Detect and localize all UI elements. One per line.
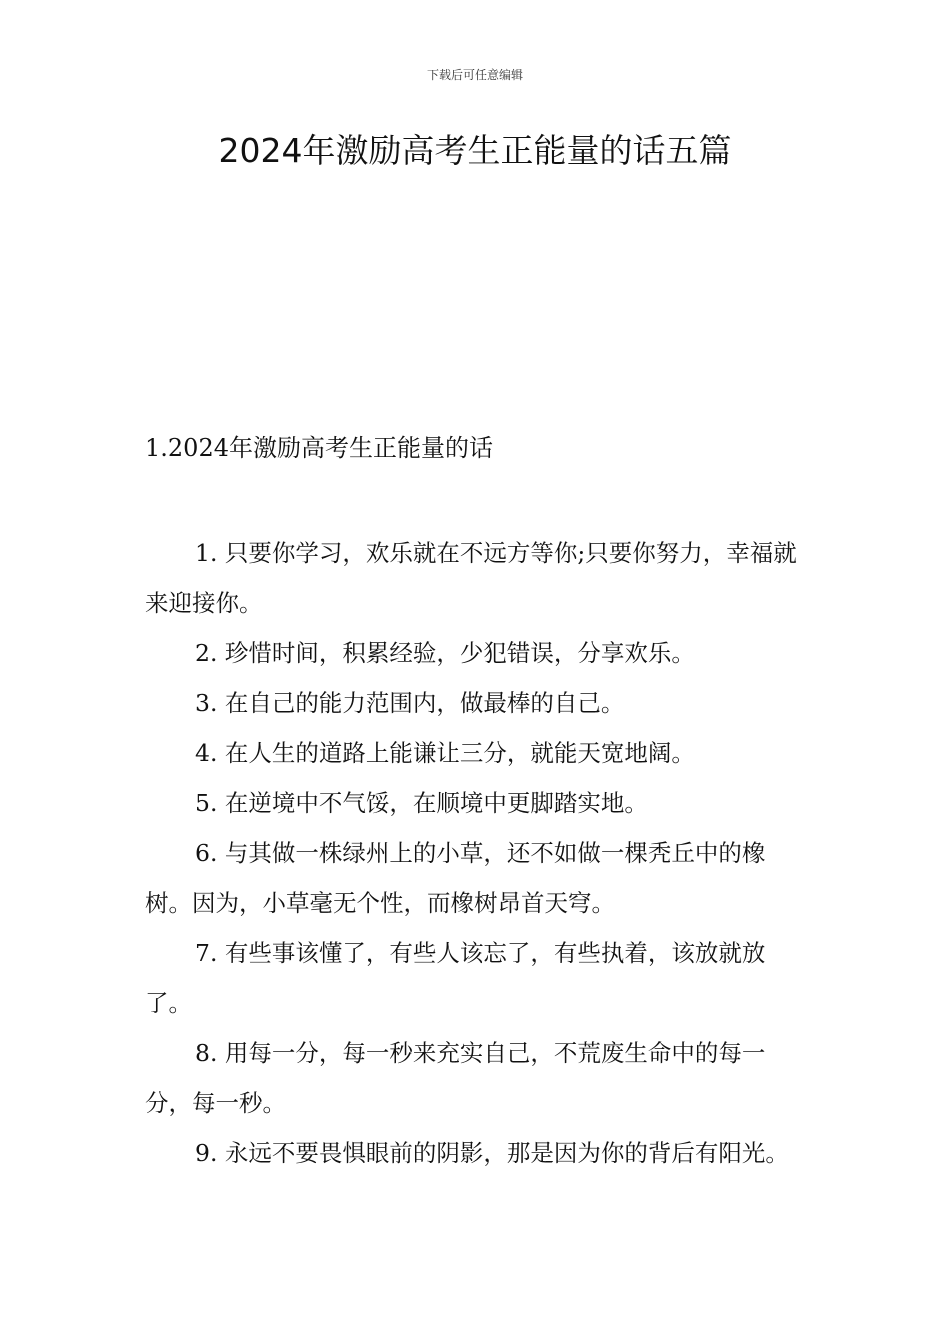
quote-paragraph-8: 8. 用每一分，每一秒来充实自己，不荒废生命中的每一分，每一秒。	[145, 1039, 766, 1117]
section-heading: 1.2024年激励高考生正能量的话	[145, 434, 493, 462]
quote-list	[145, 528, 810, 1178]
quote-paragraph-9: 9. 永远不要畏惧眼前的阴影，那是因为你的背后有阳光。	[195, 1139, 789, 1167]
quote-paragraph-7: 7. 有些事该懂了，有些人该忘了，有些执着，该放就放了。	[145, 939, 766, 1017]
quote-paragraph-6: 6. 与其做一株绿州上的小草，还不如做一棵秃丘中的橡树。因为，小草毫无个性，而橡树昂首天穹。	[145, 839, 766, 917]
quote-paragraph-4: 4. 在人生的道路上能谦让三分，就能天宽地阔。	[195, 739, 695, 767]
document-title: 2024年激励高考生正能量的话五篇	[218, 131, 732, 170]
quote-paragraph-5: 5. 在逆境中不气馁，在顺境中更脚踏实地。	[195, 789, 648, 817]
header-note: 下载后可任意编辑	[426, 68, 523, 82]
quote-paragraph-3: 3. 在自己的能力范围内，做最棒的自己。	[195, 689, 625, 717]
quote-paragraph-2: 2. 珍惜时间，积累经验，少犯错误，分享欢乐。	[195, 639, 695, 667]
quote-paragraph-1: 1. 只要你学习，欢乐就在不远方等你;只要你努力，幸福就来迎接你。	[145, 539, 797, 617]
